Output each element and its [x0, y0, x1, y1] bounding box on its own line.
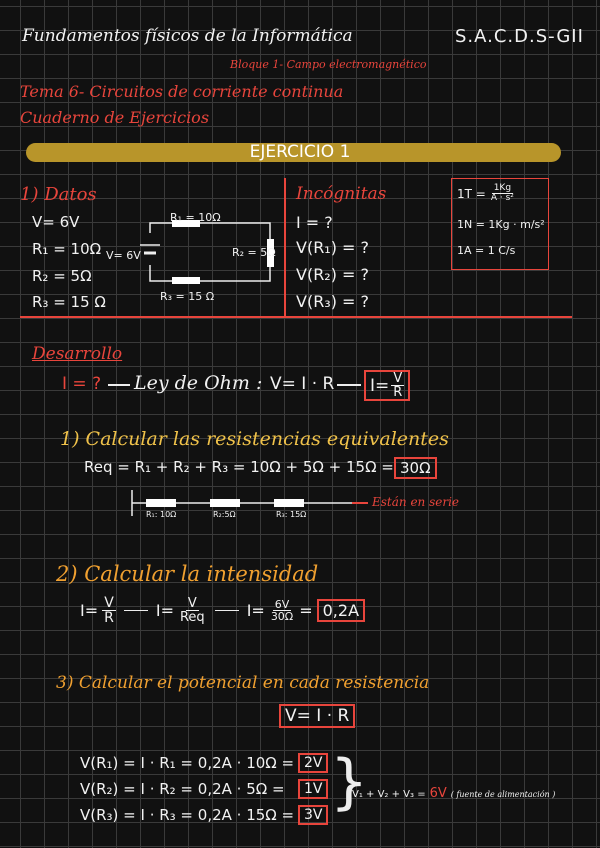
step2-i1: I= [80, 601, 99, 620]
unit-newton: 1N = 1Kg · m/s² [457, 218, 545, 231]
course-code: S.A.C.D.S-GII [455, 26, 584, 47]
sum-expression: V₁ + V₂ + V₃ = [352, 789, 426, 800]
circuit-label-r2: R₂ = 5Ω [232, 246, 276, 259]
ohm-law-formula: V= I · R [270, 374, 335, 394]
step2-equals: = [299, 601, 313, 620]
block-label: Bloque 1- Campo electromagnético [230, 58, 427, 71]
theme-title: Tema 6- Circuitos de corriente continua [20, 82, 344, 101]
step2-req: Req [179, 610, 205, 625]
step3-result-1: 2V [298, 753, 328, 773]
series-resistor-r1 [146, 499, 176, 507]
dato-r2: R₂ = 5Ω [32, 267, 92, 285]
series-label-r1: R₁: 10Ω [146, 510, 177, 519]
desarrollo-heading: Desarrollo [32, 344, 123, 364]
section-rule [20, 316, 572, 318]
step2-six: 6V [274, 598, 290, 611]
incognita-i: I = ? [296, 213, 333, 232]
incognitas-heading: Incógnitas [296, 184, 387, 204]
step2-equation [80, 596, 365, 625]
series-resistor-r3 [274, 499, 304, 507]
step1-equation: Req = R₁ + R₂ + R₃ = 10Ω + 5Ω + 15Ω = [84, 458, 394, 476]
step2-r: R [104, 610, 114, 626]
step2-i2: I= [155, 601, 174, 620]
series-note: Están en serie [372, 495, 460, 509]
current-formula-box [364, 370, 410, 401]
step3-result-3: 3V [298, 805, 328, 825]
current-formula-num: V [393, 371, 403, 386]
step2-arrow-1 [124, 610, 148, 612]
series-note-arrow [352, 502, 368, 504]
step3-formula: V= I · R [279, 704, 355, 728]
series-resistor-r2 [210, 499, 240, 507]
step2-thirty: 30Ω [270, 610, 294, 623]
step2-arrow-2 [215, 610, 239, 612]
datos-heading: 1) Datos [20, 184, 97, 205]
step2-i3: I= [246, 601, 265, 620]
incognita-vr2: V(R₂) = ? [296, 265, 370, 284]
subject-title: Fundamentos físicos de la Informática [22, 26, 353, 46]
step1-result: 30Ω [394, 457, 437, 479]
unit-tesla-den: A · s² [490, 193, 514, 203]
incognita-vr1: V(R₁) = ? [296, 238, 370, 257]
circuit-label-r1: R₁ = 10Ω [170, 211, 221, 224]
step2-v: V [104, 595, 114, 611]
notebook-title: Cuaderno de Ejercicios [20, 108, 210, 127]
section-divider [284, 178, 286, 316]
ohm-law-label: Ley de Ohm : [134, 372, 263, 394]
dato-r1: R₁ = 10Ω [32, 240, 102, 258]
unit-ampere: 1A = 1 C/s [457, 244, 516, 257]
step3-row-1: V(R₁) = I · R₁ = 0,2A · 10Ω = [80, 754, 295, 772]
incognita-vr3: V(R₃) = ? [296, 292, 370, 311]
dato-r3: R₃ = 15 Ω [32, 293, 106, 311]
sum-brace: } [330, 747, 369, 817]
series-label-r2: R₂:5Ω [213, 510, 236, 519]
step2-heading: 2) Calcular la intensidad [56, 562, 319, 586]
step3-result-2: 1V [298, 779, 328, 799]
arrow-2 [337, 384, 361, 386]
circuit-resistor-r3 [172, 277, 200, 284]
step1-heading: 1) Calcular las resistencias equivalentes [60, 428, 449, 450]
sum-note: ( fuente de alimentación ) [450, 790, 556, 799]
circuit-label-v: V= 6V [106, 249, 141, 262]
unit-tesla-lhs: 1T = [457, 186, 486, 201]
unit-tesla [457, 184, 516, 203]
arrow-1 [108, 384, 130, 386]
dato-v: V= 6V [32, 213, 80, 231]
unknown-i: I = ? [62, 374, 102, 394]
exercise-title: EJERCICIO 1 [249, 142, 351, 162]
step3-row-2: V(R₂) = I · R₂ = 0,2A · 5Ω = [80, 780, 285, 798]
series-label-r3: R₃: 15Ω [276, 510, 307, 519]
step3-heading: 3) Calcular el potencial en cada resistencia [56, 673, 430, 693]
sum-value: 6V [429, 786, 447, 801]
current-formula-den: R [393, 385, 403, 400]
step3-row-3: V(R₃) = I · R₃ = 0,2A · 15Ω = [80, 806, 295, 824]
step2-result: 0,2A [317, 599, 365, 622]
unit-tesla-num: 1Kg [493, 183, 512, 193]
step2-v2: V [187, 596, 197, 611]
current-formula-lhs: I= [370, 375, 390, 396]
circuit-label-r3: R₃ = 15 Ω [160, 290, 215, 303]
sum-line [352, 786, 555, 801]
